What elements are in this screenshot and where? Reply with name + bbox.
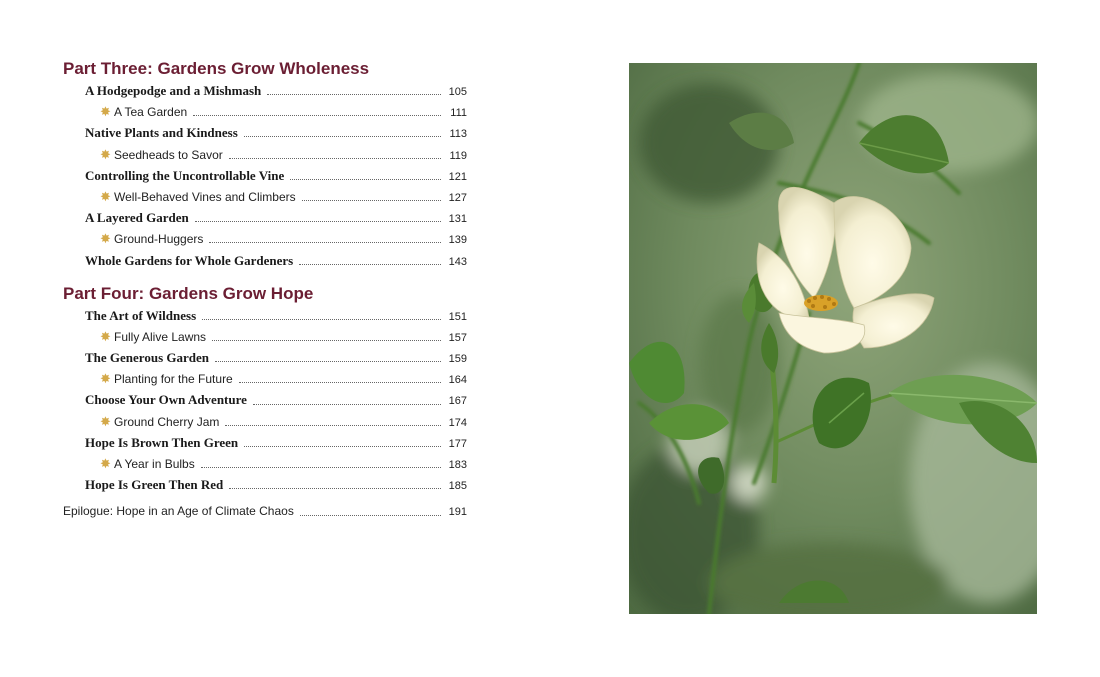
entry-page-number: 139 <box>448 234 467 247</box>
entry-page-number: 167 <box>448 395 467 408</box>
dot-leader <box>193 115 441 116</box>
toc-entry-chapter[interactable] <box>63 207 467 228</box>
entry-page-number: 143 <box>448 255 467 268</box>
dot-leader <box>215 361 441 362</box>
entry-page-number: 113 <box>449 128 467 141</box>
dot-leader <box>195 221 441 222</box>
entry-label: Fully Alive Lawns <box>114 329 207 344</box>
entry-page-number: 177 <box>448 437 467 450</box>
entry-label: A Hodgepodge and a Mishmash <box>85 83 262 98</box>
toc-entry-sidebar[interactable] <box>63 101 467 122</box>
toc-entry-sidebar[interactable] <box>63 186 467 207</box>
dot-leader <box>212 340 441 341</box>
dot-leader <box>300 515 441 516</box>
entry-page-number: 111 <box>450 107 467 120</box>
toc-entry-chapter[interactable] <box>63 347 467 368</box>
dot-leader <box>229 488 441 489</box>
part-four-title: Part Four: Gardens Grow Hope <box>63 283 314 303</box>
toc-entry-chapter[interactable] <box>63 122 467 143</box>
entry-label: Well-Behaved Vines and Climbers <box>114 189 296 204</box>
toc-entry-sidebar[interactable] <box>63 326 467 347</box>
entry-page-number: 105 <box>448 86 467 98</box>
dot-leader <box>290 179 441 180</box>
toc-entry-chapter[interactable] <box>63 305 467 326</box>
entry-page-number: 164 <box>448 374 467 387</box>
toc-entry-chapter[interactable] <box>63 165 467 186</box>
entry-label: Epilogue: Hope in an Age of Climate Chaos <box>63 504 294 519</box>
entry-page-number: 191 <box>448 506 467 519</box>
entry-page-number: 127 <box>448 191 467 204</box>
entry-page-number: 185 <box>448 480 467 493</box>
part-three-title: Part Three: Gardens Grow Wholeness <box>63 59 370 78</box>
toc-entry-chapter[interactable] <box>63 250 467 271</box>
toc-entry-chapter[interactable] <box>63 389 467 410</box>
dot-leader <box>302 200 441 201</box>
toc-entry-chapter[interactable] <box>63 432 467 453</box>
entry-page-number: 183 <box>448 459 467 471</box>
entry-label: Planting for the Future <box>114 372 233 387</box>
entry-label: Choose Your Own Adventure <box>85 392 247 408</box>
dot-leader <box>299 264 441 265</box>
entry-page-number: 121 <box>448 170 467 183</box>
rose-photo <box>629 63 1037 614</box>
entry-label: Native Plants and Kindness <box>85 125 238 141</box>
dot-leader <box>201 467 441 468</box>
toc-entry-sidebar[interactable] <box>63 411 467 432</box>
star-icon: ✸ <box>100 231 111 247</box>
dot-leader <box>202 319 441 320</box>
star-icon: ✸ <box>100 413 111 429</box>
dot-leader <box>244 446 441 447</box>
star-icon: ✸ <box>100 328 111 344</box>
entry-label: Ground-Huggers <box>114 232 204 247</box>
dot-leader <box>209 242 441 243</box>
star-icon: ✸ <box>100 188 111 204</box>
entry-label: A Year in Bulbs <box>114 457 195 471</box>
toc-entry-sidebar[interactable] <box>63 228 467 249</box>
entry-label: The Art of Wildness <box>85 307 197 323</box>
star-icon: ✸ <box>100 456 111 471</box>
entry-label: A Layered Garden <box>85 210 189 226</box>
entry-label: Ground Cherry Jam <box>114 414 220 429</box>
entry-page-number: 151 <box>448 310 467 323</box>
star-icon: ✸ <box>100 371 111 387</box>
dot-leader <box>239 382 441 383</box>
entry-page-number: 119 <box>449 149 467 162</box>
toc-entry-sidebar[interactable] <box>63 368 467 389</box>
entry-label: Seedheads to Savor <box>114 147 223 162</box>
entry-label: Whole Gardens for Whole Gardeners <box>85 252 294 268</box>
dot-leader <box>244 136 441 137</box>
dot-leader <box>267 94 441 95</box>
entry-page-number: 157 <box>448 331 467 344</box>
entry-label: A Tea Garden <box>114 105 188 120</box>
dot-leader <box>229 158 441 159</box>
entry-page-number: 159 <box>448 353 467 366</box>
table-of-contents <box>63 58 467 523</box>
entry-label: Hope Is Brown Then Green <box>85 434 239 450</box>
dot-leader <box>225 425 441 426</box>
dot-leader <box>253 404 441 405</box>
entry-page-number: 131 <box>448 213 467 226</box>
star-icon: ✸ <box>100 104 111 120</box>
toc-entry-sidebar[interactable] <box>63 453 467 474</box>
entry-label: The Generous Garden <box>85 350 209 366</box>
entry-label: Hope Is Green Then Red <box>85 477 224 493</box>
entry-page-number: 174 <box>448 416 467 429</box>
rose-illustration <box>629 63 1037 614</box>
entry-label: Controlling the Uncontrollable Vine <box>85 167 285 183</box>
star-icon: ✸ <box>100 146 111 162</box>
toc-entry-chapter[interactable] <box>63 474 467 495</box>
toc-entry-chapter[interactable] <box>63 80 467 101</box>
toc-entry-sidebar[interactable] <box>63 144 467 165</box>
toc-entry-epilogue[interactable] <box>63 501 467 522</box>
